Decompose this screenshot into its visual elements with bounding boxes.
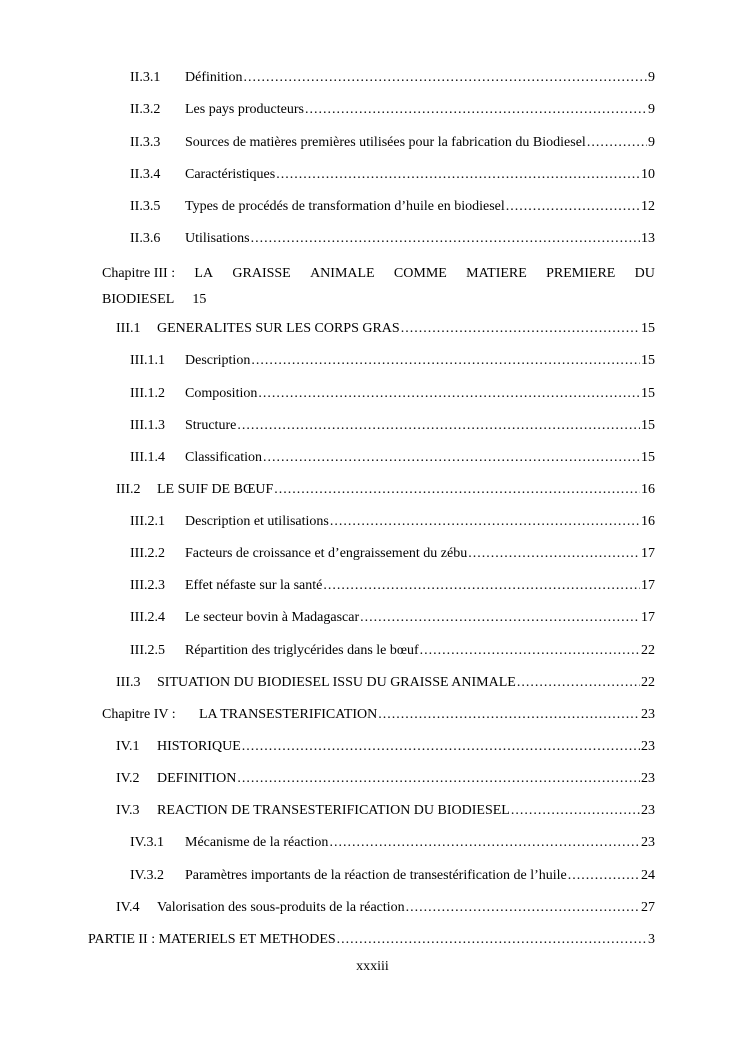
entry-number: II.3.3	[130, 135, 161, 150]
chapter-3-word: BIODIESEL	[102, 292, 175, 307]
entry-number: III.2.1	[130, 514, 165, 529]
leader-dots	[237, 769, 640, 789]
toc-entry	[130, 866, 655, 886]
entry-number: II.3.2	[130, 102, 161, 117]
entry-number: II.3.1	[130, 70, 161, 85]
toc-entry	[130, 351, 655, 371]
entry-number: III.2.2	[130, 546, 165, 561]
entry-title: Description	[185, 353, 251, 368]
entry-title: Les pays producteurs	[185, 102, 304, 117]
entry-page: 17	[641, 578, 655, 593]
entry-page: 22	[641, 675, 655, 690]
entry-number: IV.3	[116, 803, 140, 818]
toc-entry	[130, 576, 655, 596]
footer-page-number: xxxiii	[356, 959, 389, 974]
entry-title: Sources de matières premières utilisées pour la fabrication du Biodiesel	[185, 135, 586, 150]
entry-title: Répartition des triglycérides dans le bœuf	[185, 643, 419, 658]
toc-entry	[130, 544, 655, 564]
toc-entry	[116, 898, 655, 918]
entry-page: 9	[648, 102, 655, 117]
chapter-3-word: DU	[634, 266, 655, 281]
entry-title: LE SUIF DE BŒUF	[157, 482, 274, 497]
entry-number: II.3.5	[130, 199, 161, 214]
leader-dots	[360, 608, 640, 628]
entry-page: 3	[648, 932, 655, 947]
entry-page: 10	[641, 167, 655, 182]
entry-title: HISTORIQUE	[157, 739, 241, 754]
leader-dots	[511, 801, 640, 821]
entry-page: 17	[641, 546, 655, 561]
entry-number: III.2	[116, 482, 141, 497]
toc-entry-chapter	[102, 705, 655, 725]
entry-page: 24	[641, 868, 655, 883]
leader-dots	[244, 68, 647, 88]
entry-page: 16	[641, 482, 655, 497]
chapter-3-heading-line1	[102, 261, 655, 287]
entry-page: 23	[641, 803, 655, 818]
toc-entry	[130, 384, 655, 404]
toc-entry	[130, 641, 655, 661]
toc-entry	[130, 416, 655, 436]
entry-page: 9	[648, 135, 655, 150]
entry-number: III.1	[116, 321, 141, 336]
leader-dots	[242, 737, 640, 757]
toc-entry	[116, 737, 655, 757]
entry-page: 23	[641, 739, 655, 754]
chapter-3-word: ANIMALE	[310, 266, 375, 281]
entry-title: DEFINITION	[157, 771, 237, 786]
toc-entry	[116, 673, 655, 693]
leader-dots	[406, 898, 640, 918]
entry-title: PARTIE II : MATERIELS ET METHODES	[88, 932, 336, 947]
entry-number: II.3.4	[130, 167, 161, 182]
toc-entry	[130, 833, 655, 853]
entry-title: Classification	[185, 450, 262, 465]
entry-number: III.3	[116, 675, 141, 690]
entry-page: 13	[641, 231, 655, 246]
chapter-3-word: PREMIERE	[546, 266, 616, 281]
toc-entry	[130, 165, 655, 185]
entry-title: Mécanisme de la réaction	[185, 835, 329, 850]
entry-number: IV.3.2	[130, 868, 164, 883]
entry-number: III.1.3	[130, 418, 165, 433]
toc-entry	[130, 512, 655, 532]
leader-dots	[305, 100, 647, 120]
leader-dots	[378, 705, 640, 725]
entry-page: 9	[648, 70, 655, 85]
entry-title: LA TRANSESTERIFICATION	[199, 707, 378, 722]
entry-number: III.1.1	[130, 353, 165, 368]
leader-dots	[401, 319, 640, 339]
entry-number: III.1.2	[130, 386, 165, 401]
leader-dots	[337, 930, 647, 950]
toc-entry	[130, 229, 655, 249]
toc-entry	[130, 197, 655, 217]
entry-number: II.3.6	[130, 231, 161, 246]
toc-entry	[116, 480, 655, 500]
entry-page: 23	[641, 771, 655, 786]
toc-entry	[116, 319, 655, 339]
toc-entry	[130, 608, 655, 628]
entry-number: III.1.4	[130, 450, 165, 465]
toc-entry	[130, 68, 655, 88]
leader-dots	[258, 384, 640, 404]
entry-number: Chapitre IV :	[102, 707, 176, 722]
entry-page: 12	[641, 199, 655, 214]
leader-dots	[330, 512, 640, 532]
entry-title: REACTION DE TRANSESTERIFICATION DU BIODIESEL	[157, 803, 510, 818]
toc-entry	[130, 448, 655, 468]
toc-entry	[130, 100, 655, 120]
leader-dots	[587, 133, 647, 153]
entry-title: Le secteur bovin à Madagascar	[185, 610, 360, 625]
leader-dots	[251, 229, 640, 249]
entry-title: Description et utilisations	[185, 514, 329, 529]
entry-title: Types de procédés de transformation d’huile en biodiesel	[185, 199, 505, 214]
leader-dots	[251, 351, 640, 371]
leader-dots	[517, 673, 640, 693]
entry-number: IV.2	[116, 771, 140, 786]
entry-title: Paramètres importants de la réaction de transestérification de l’huile	[185, 868, 567, 883]
entry-page: 27	[641, 900, 655, 915]
chapter-3-word: GRAISSE	[232, 266, 291, 281]
leader-dots	[329, 833, 640, 853]
entry-number: IV.4	[116, 900, 140, 915]
entry-page: 16	[641, 514, 655, 529]
entry-title: Caractéristiques	[185, 167, 276, 182]
entry-page: 23	[641, 707, 655, 722]
chapter-3-word: LA	[194, 266, 214, 281]
leader-dots	[506, 197, 640, 217]
entry-title: Composition	[185, 386, 258, 401]
chapter-3-page: 15	[192, 292, 207, 307]
entry-page: 17	[641, 610, 655, 625]
leader-dots	[323, 576, 640, 596]
chapter-3-heading	[102, 261, 655, 313]
entry-page: 15	[641, 418, 655, 433]
chapter-3-heading-line2	[102, 287, 655, 313]
chapter-3-word: COMME	[393, 266, 447, 281]
leader-dots	[568, 866, 640, 886]
chapter-3-word: MATIERE	[466, 266, 527, 281]
entry-number: IV.1	[116, 739, 140, 754]
leader-dots	[276, 165, 640, 185]
chapter-3-word: Chapitre III :	[102, 266, 176, 281]
toc-entry	[116, 801, 655, 821]
leader-dots	[237, 416, 640, 436]
entry-number: III.2.5	[130, 643, 165, 658]
entry-page: 15	[641, 450, 655, 465]
entry-title: SITUATION DU BIODIESEL ISSU DU GRAISSE ANIMALE	[157, 675, 516, 690]
entry-page: 15	[641, 353, 655, 368]
entry-page: 23	[641, 835, 655, 850]
leader-dots	[468, 544, 640, 564]
entry-page: 22	[641, 643, 655, 658]
entry-page: 15	[641, 386, 655, 401]
leader-dots	[274, 480, 640, 500]
entry-number: IV.3.1	[130, 835, 164, 850]
entry-title: Valorisation des sous-produits de la réaction	[157, 900, 405, 915]
entry-title: Effet néfaste sur la santé	[185, 578, 323, 593]
entry-title: Facteurs de croissance et d’engraissement du zébu	[185, 546, 468, 561]
entry-title: GENERALITES SUR LES CORPS GRAS	[157, 321, 400, 336]
leader-dots	[263, 448, 640, 468]
entry-page: 15	[641, 321, 655, 336]
entry-number: III.2.4	[130, 610, 165, 625]
entry-number: III.2.3	[130, 578, 165, 593]
toc-entry	[116, 769, 655, 789]
entry-title: Définition	[185, 70, 243, 85]
entry-title: Structure	[185, 418, 237, 433]
leader-dots	[420, 641, 640, 661]
toc-entry-part	[88, 930, 655, 950]
toc-entry	[130, 133, 655, 153]
entry-title: Utilisations	[185, 231, 250, 246]
